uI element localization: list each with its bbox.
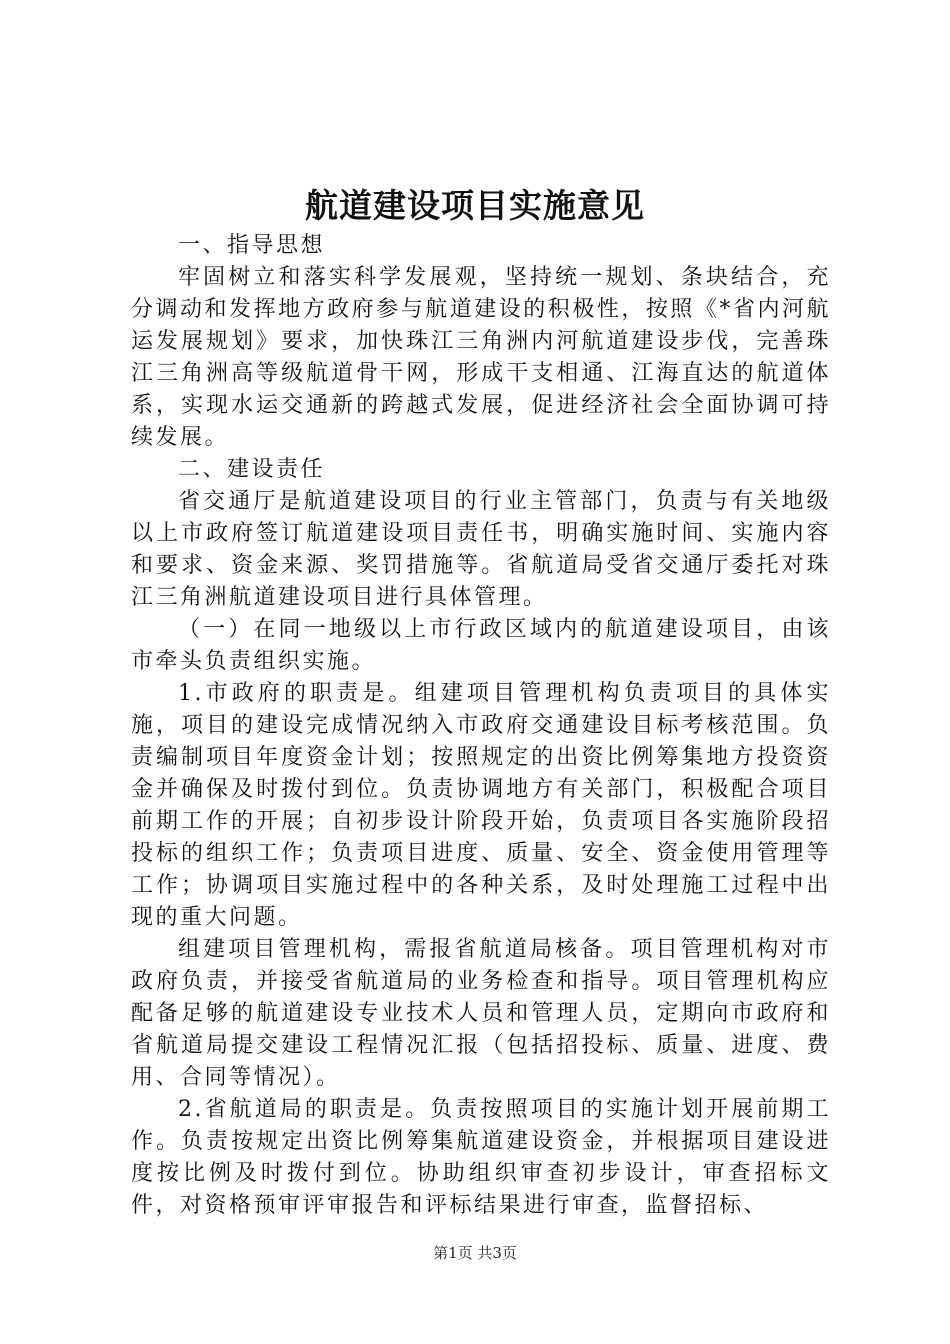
document-title: 航道建设项目实施意见 (305, 186, 645, 225)
paragraph-subsection-one: （一）在同一地级以上市行政区域内的航道建设项目，由该市牵头负责组织实施。 (131, 617, 831, 674)
paragraph-waterway-bureau-duties: 2.省航道局的职责是。负责按照项目的实施计划开展前期工作。负责按规定出资比例筹集航道建设资金，并根据项目建设进度按比例及时拨付到位。协助组织审查初步设计，审查招标文件，对资格预审评审报告和评标结果进行审查，监督招标、 (131, 1097, 831, 1218)
paragraph-project-management-body: 组建项目管理机构，需报省航道局核备。项目管理机构对市政府负责，并接受省航道局的业务检查和指导。项目管理机构应配备足够的航道建设专业技术人员和管理人员，定期向市政府和省航道局提交建设工程情况汇报（包括招投标、质量、进度、费用、合同等情况）。 (131, 937, 831, 1090)
paragraph-provincial-department: 省交通厅是航道建设项目的行业主管部门，负责与有关地级以上市政府签订航道建设项目责任书，明确实施时间、实施内容和要求、资金来源、奖罚措施等。省航道局受省交通厅委托对珠江三角洲航道建设项目进行具体管理。 (131, 489, 831, 610)
document-body (131, 230, 831, 1222)
paragraph-guiding-ideology: 牢固树立和落实科学发展观，坚持统一规划、条块结合，充分调动和发挥地方政府参与航道建设的积极性，按照《*省内河航运发展规划》要求，加快珠江三角洲内河航道建设步伐，完善珠江三角洲高等级航道骨干网，形成干支相通、江海直达的航道体系，实现水运交通新的跨越式发展，促进经济社会全面协调可持续发展。 (131, 265, 831, 450)
paragraph-city-government-duties: 1.市政府的职责是。组建项目管理机构负责项目的具体实施，项目的建设完成情况纳入市政府交通建设目标考核范围。负责编制项目年度资金计划；按照规定的出资比例筹集地方投资资金并确保及时拨付到位。负责协调地方有关部门，积极配合项目前期工作的开展；自初步设计阶段开始，负责项目各实施阶段招投标的组织工作；负责项目进度、质量、安全、资金使用管理等工作；协调项目实施过程中的各种关系，及时处理施工过程中出现的重大问题。 (131, 681, 831, 930)
page-footer: 第1页 共3页 (433, 1244, 517, 1262)
section-heading-guiding-ideology: 一、指导思想 (178, 233, 326, 258)
section-heading-construction-responsibility: 二、建设责任 (178, 457, 326, 482)
